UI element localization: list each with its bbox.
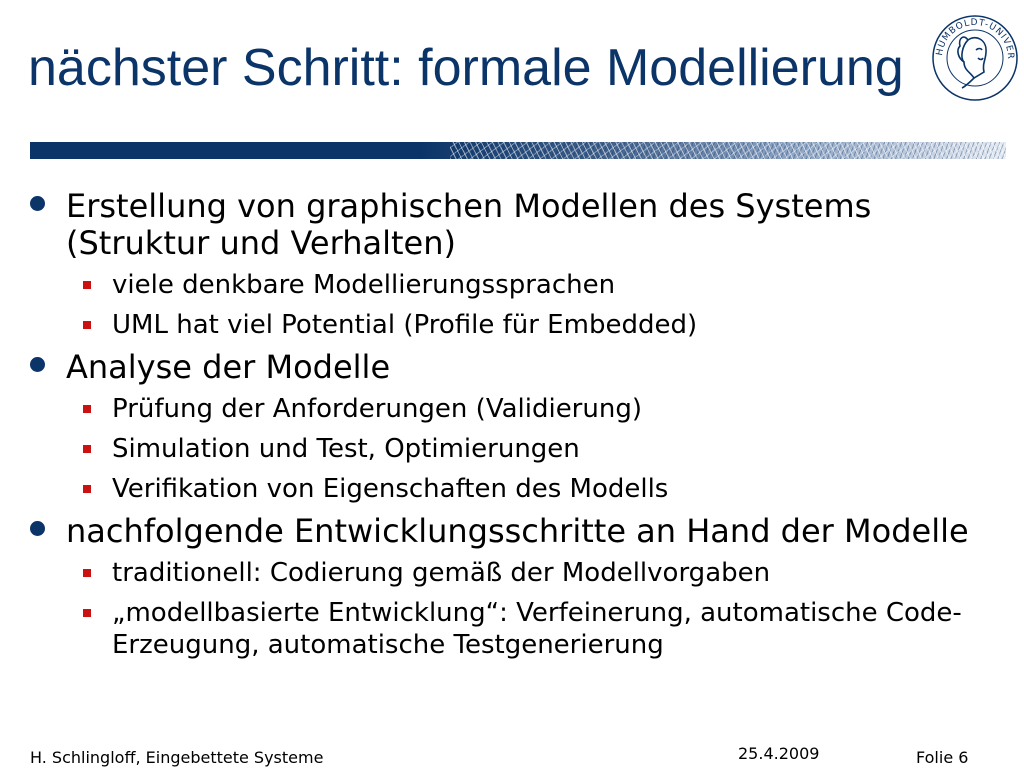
footer-author: H. Schlingloff, Eingebettete Systeme	[30, 748, 324, 767]
square-bullet-icon	[83, 321, 91, 329]
sub-bullet-text: Simulation und Test, Optimierungen	[112, 434, 580, 464]
sub-bullet-item	[28, 433, 998, 465]
sub-bullet-item	[28, 557, 998, 589]
sub-bullet-item	[28, 473, 998, 505]
svg-text:HUMBOLDT-UNIVERSITÄT: HUMBOLDT-UNIVER	[934, 17, 1016, 61]
square-bullet-icon	[83, 445, 91, 453]
slide-content	[28, 188, 998, 669]
sub-bullet-text: traditionell: Codierung gemäß der Modellvorgaben	[112, 558, 771, 588]
bullet-dot-icon	[30, 357, 45, 372]
sub-bullet-item	[28, 269, 998, 301]
title-underline-bar	[30, 142, 1006, 159]
square-bullet-icon	[83, 609, 91, 617]
footer-slide-number: Folie 6	[916, 748, 969, 767]
sub-bullet-item	[28, 597, 998, 661]
sub-bullet-text: Prüfung der Anforderungen (Validierung)	[112, 394, 642, 424]
bullet-text: Analyse der Modelle	[66, 348, 391, 386]
bullet-text: nachfolgende Entwicklungsschritte an Hand der Modelle	[66, 512, 969, 550]
square-bullet-icon	[83, 281, 91, 289]
square-bullet-icon	[83, 485, 91, 493]
square-bullet-icon	[83, 569, 91, 577]
sub-bullet-item	[28, 309, 998, 341]
sub-bullet-item	[28, 393, 998, 425]
sub-bullet-text: viele denkbare Modellierungssprachen	[112, 270, 616, 300]
square-bullet-icon	[83, 405, 91, 413]
bullet-item	[28, 349, 998, 386]
bullet-dot-icon	[30, 196, 45, 211]
sub-bullet-text: Verifikation von Eigenschaften des Modells	[112, 474, 669, 504]
bullet-text: Erstellung von graphischen Modellen des Systems (Struktur und Verhalten)	[66, 187, 872, 262]
bullet-item	[28, 513, 998, 550]
university-seal-logo	[930, 6, 1020, 106]
footer-date: 25.4.2009	[738, 744, 820, 763]
slide-title: nächster Schritt: formale Modellierung	[28, 39, 904, 97]
sub-bullet-text: UML hat viel Potential (Profile für Embedded)	[112, 310, 698, 340]
bullet-dot-icon	[30, 521, 45, 536]
bullet-item	[28, 188, 998, 262]
sub-bullet-text: „modellbasierte Entwicklung“: Verfeinerung, automatische Code-Erzeugung, automatische Testgenerierung	[112, 598, 962, 660]
